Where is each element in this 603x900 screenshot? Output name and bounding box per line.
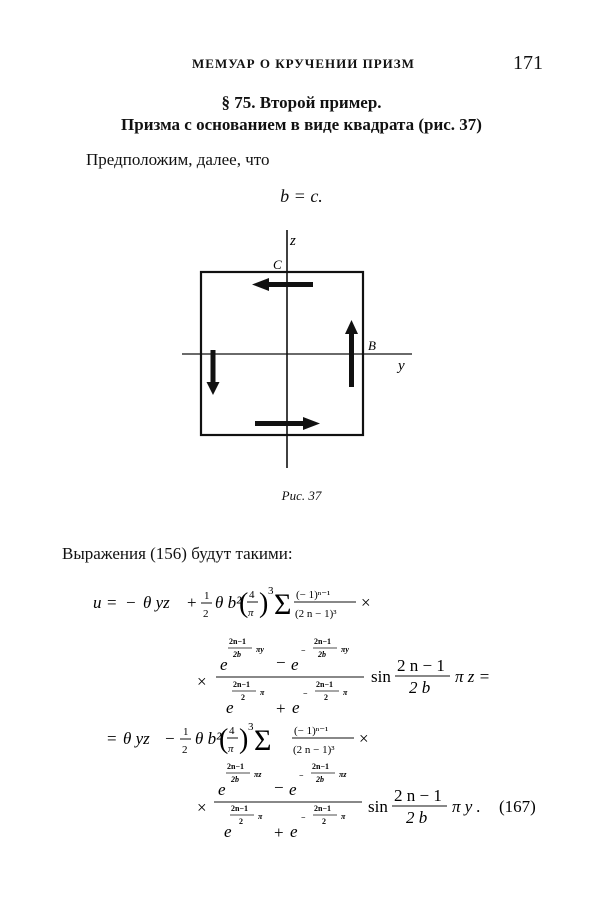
formula-times: × xyxy=(359,729,369,748)
formula-exp-minus: − xyxy=(301,813,306,822)
formula-exp-e: e xyxy=(289,780,297,799)
formula-sigma: Σ xyxy=(254,724,272,757)
formula-lparen: ( xyxy=(219,724,229,755)
formula-sin-den: 2 b xyxy=(409,678,431,697)
figure-caption: Рис. 37 xyxy=(281,488,322,503)
figure-37 xyxy=(180,228,420,473)
formula-sin: sin xyxy=(371,667,391,686)
y-axis-label: y xyxy=(398,358,405,374)
formula-exp-pi-z: πz xyxy=(339,770,347,779)
formula-minus: − xyxy=(165,729,175,748)
page-number: 171 xyxy=(513,52,543,74)
formula-exp-e: e xyxy=(224,822,232,841)
formula-lparen: ( xyxy=(239,588,249,619)
formula-equals: = xyxy=(107,729,117,748)
formula-exp-den: 2 xyxy=(324,693,328,702)
formula-exp-pi-z: πz xyxy=(254,770,262,779)
formula-sum-num: (− 1)ⁿ⁻¹ xyxy=(296,589,331,601)
z-axis-label: z xyxy=(290,233,296,249)
formula-pi: π xyxy=(248,607,254,619)
formula-theta-b2: θ b² xyxy=(215,593,242,612)
formula-sin-den: 2 b xyxy=(406,808,428,827)
formula-four: 4 xyxy=(229,725,235,737)
formula-exp-pi-y: πy xyxy=(341,645,349,654)
formula-sum-den: (2 n − 1)³ xyxy=(295,608,337,620)
formula-exp-pi: π xyxy=(341,812,346,821)
formula-sin: sin xyxy=(368,797,388,816)
equation-b-equals-c: b = c. xyxy=(280,186,323,206)
formula-times: × xyxy=(361,593,371,612)
formula-exp-den: 2b xyxy=(233,650,241,659)
formula-exp-num: 2n−1 xyxy=(314,804,332,813)
formula-exp-minus: − xyxy=(303,689,308,698)
formula-sin-num: 2 n − 1 xyxy=(394,786,442,805)
equation-number: (167) xyxy=(499,797,536,816)
formula-plus: + xyxy=(276,699,286,718)
formula-minus: − xyxy=(276,653,286,672)
formula-half-den: 2 xyxy=(203,608,209,620)
formula-167 xyxy=(0,570,603,850)
formula-exp-den: 2 xyxy=(239,817,243,826)
formula-exp-num: 2n−1 xyxy=(229,637,247,646)
formula-plus: + xyxy=(274,823,284,842)
formula-half-num: 1 xyxy=(204,590,210,602)
running-title: МЕМУАР О КРУЧЕНИИ ПРИЗМ xyxy=(192,56,415,71)
expressions-paragraph: Выражения (156) будут такими: xyxy=(62,544,293,563)
formula-exp-e: e xyxy=(290,822,298,841)
intro-paragraph: Предположим, далее, что xyxy=(86,150,270,169)
formula-half-den: 2 xyxy=(182,744,188,756)
formula-theta-yz: θ yz xyxy=(143,593,170,612)
formula-pi: π xyxy=(228,743,234,755)
section-subtitle: Призма с основанием в виде квадрата (рис. 37) xyxy=(121,115,482,134)
arrow-down-icon xyxy=(207,350,220,395)
formula-plus: + xyxy=(187,593,197,612)
point-c-label: C xyxy=(273,257,282,272)
formula-exp-pi-y: πy xyxy=(256,645,264,654)
formula-exp-minus: − xyxy=(301,646,306,655)
formula-exp-e: e xyxy=(292,698,300,717)
formula-theta-yz: θ yz xyxy=(123,729,150,748)
formula-rparen: ) xyxy=(239,724,249,755)
formula-exp-num: 2n−1 xyxy=(231,804,249,813)
formula-exp-e: e xyxy=(291,655,299,674)
formula-exp-pi: π xyxy=(258,812,263,821)
formula-times: × xyxy=(197,798,207,817)
formula-u: u xyxy=(93,593,102,612)
formula-sum-den: (2 n − 1)³ xyxy=(293,744,335,756)
formula-exp-e: e xyxy=(220,655,228,674)
formula-four: 4 xyxy=(249,589,255,601)
arrow-left-icon xyxy=(252,278,313,291)
formula-exp-num: 2n−1 xyxy=(316,680,334,689)
formula-times: × xyxy=(197,672,207,691)
formula-minus: − xyxy=(274,778,284,797)
formula-exp-e: e xyxy=(218,780,226,799)
formula-exp-num: 2n−1 xyxy=(314,637,332,646)
formula-exp-den: 2b xyxy=(316,775,324,784)
formula-exp-den: 2 xyxy=(241,693,245,702)
formula-cube: 3 xyxy=(268,585,274,597)
formula-pi-y-tail: π y . xyxy=(452,797,481,816)
formula-equals: = xyxy=(107,593,117,612)
formula-exp-den: 2b xyxy=(318,650,326,659)
formula-rparen: ) xyxy=(259,588,269,619)
formula-minus: − xyxy=(126,593,136,612)
formula-cube: 3 xyxy=(248,721,254,733)
formula-exp-pi: π xyxy=(260,688,265,697)
formula-half-num: 1 xyxy=(183,726,189,738)
formula-sin-num: 2 n − 1 xyxy=(397,656,445,675)
section-title: § 75. Второй пример. xyxy=(221,93,382,112)
formula-exp-num: 2n−1 xyxy=(233,680,251,689)
formula-exp-den: 2 xyxy=(322,817,326,826)
formula-exp-e: e xyxy=(226,698,234,717)
formula-exp-minus: − xyxy=(299,771,304,780)
formula-pi-z-tail: π z = xyxy=(455,667,491,686)
formula-exp-den: 2b xyxy=(231,775,239,784)
formula-sigma: Σ xyxy=(274,588,292,621)
point-b-label: B xyxy=(368,338,376,353)
formula-theta-b2: θ b² xyxy=(195,729,222,748)
formula-sum-num: (− 1)ⁿ⁻¹ xyxy=(294,725,329,737)
formula-exp-pi: π xyxy=(343,688,348,697)
formula-exp-num: 2n−1 xyxy=(312,762,330,771)
formula-exp-num: 2n−1 xyxy=(227,762,245,771)
